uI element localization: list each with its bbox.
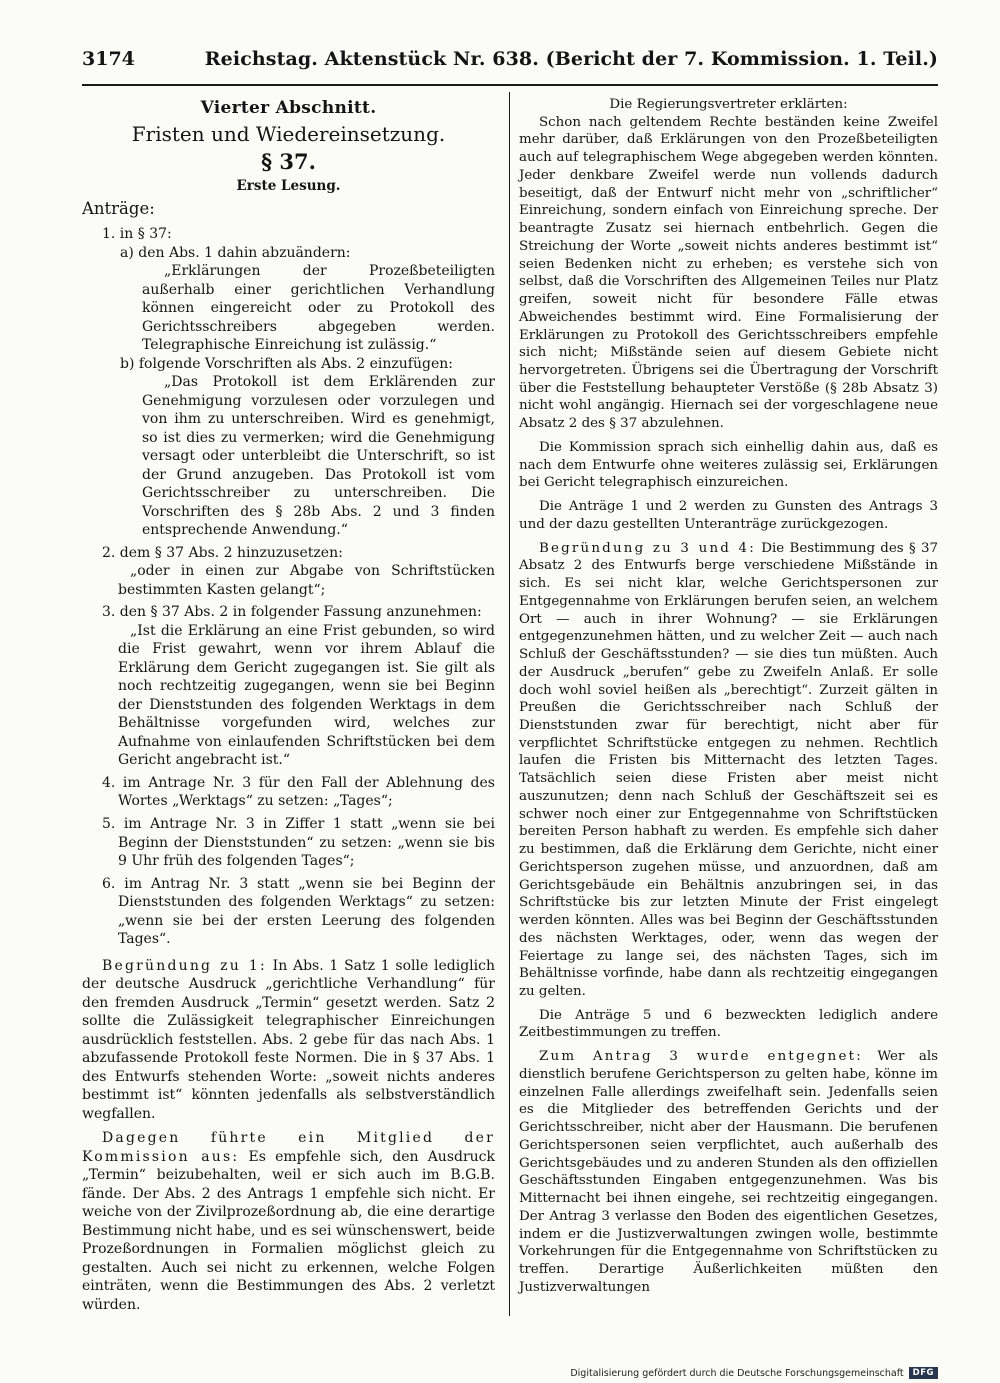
page-number: 3174: [82, 48, 135, 70]
digitization-credit: Digitalisierung gefördert durch die Deutsche Forschungsgemeinschaft: [570, 1367, 904, 1379]
paragraph-lead: Begründung zu 3 und 4:: [539, 540, 756, 556]
motion-1b-quote: „Das Protokoll ist dem Erklärenden zur Genehmigung vorzulesen oder vorzulegen und von ihm zu unterschreiben. Wird es genehmigt, so ist dies zu vermerken; wird die Genehmigung versagt oder unterbleibt die Unterschrift, so ist der Grund anzugeben. Das Protokoll ist vom Gerichtsschreiber zu unterschreiben. Die Vorschriften des § 28b Abs. 2 und 3 finden entsprechende Anwendung.“: [142, 374, 495, 539]
motion-2-quote: „oder in einen zur Abgabe von Schriftstücken bestimmten Kasten gelangt“;: [118, 563, 495, 598]
government-statement: Schon nach geltendem Rechte beständen keine Zweifel mehr darüber, daß Erklärungen von den Prozeßbeteiligten auch auf telegraphischem Wege abgegeben werden könnten. Jeder denkbare Zweifel werde nun vollends dadurch beseitigt, daß der Entwurf nicht mehr von „schriftlicher“ Einreichung, sondern einfach von Einreichung spreche. Der beantragte Zusatz sei hiernach entbehrlich. Gegen die Streichung der Worte „soweit nichts anderes bestimmt ist“ seien Bedenken nicht zu erheben; es verstehe sich von selbst, daß die Vorschriften des Allgemeinen Teiles nur Platz greifen, soweit nicht für besondere Fälle etwas Abweichendes bestimmt wird. Eine Formalisierung der Erklärungen zu Protokoll des Gerichtsschreibers empfehle sich nicht; Mißstände seien auf diesem Gebiete nicht hervorgetreten. Übrigens sei die Übertragung der Vorschrift über die Feststellung behaupteter Verstöße (§ 28b Absatz 3) nicht wohl angängig. Hiernach sei der vorgeschlagene neue Absatz 2 des § 37 abzulehnen.: [519, 114, 938, 432]
motion-3: 3. den § 37 Abs. 2 in folgender Fassung anzunehmen:: [102, 604, 482, 621]
paragraph-justification-3-4: [519, 540, 938, 1001]
page-header: [82, 48, 938, 78]
column-divider: [509, 92, 510, 1316]
motions-5-6-note: Die Anträge 5 und 6 bezweckten lediglich andere Zeitbestimmungen zu treffen.: [519, 1007, 938, 1041]
government-statement-lead: Die Regierungsvertreter erklärten:: [609, 97, 848, 112]
motions-label: Anträge:: [82, 199, 155, 218]
paragraph-reply-motion-3: [519, 1048, 938, 1296]
paragraph-lead: Begründung zu 1:: [102, 957, 267, 974]
reading-label: Erste Lesung.: [236, 178, 341, 194]
right-column: [519, 96, 938, 1296]
motion-1: 1. in § 37:: [102, 226, 172, 242]
motion-6: 6. im Antrag Nr. 3 statt „wenn sie bei Beginn der Dienststunden des folgenden Werktags“ zu setzen: „wenn sie bei der ersten Leerung des folgenden Tages“.: [102, 875, 495, 948]
paragraph-lead: Dagegen führte ein Mitglied der Kommission aus:: [82, 1130, 495, 1165]
commission-decision: Die Kommission sprach sich einhellig dahin aus, daß es nach dem Entwurfe ohne weiteres zulässig sei, Erklärungen bei Gericht telegraphisch einzureichen.: [519, 439, 938, 491]
paragraph-justification-1: [82, 957, 495, 1124]
paragraph-lead: Zum Antrag 3 wurde entgegnet:: [539, 1049, 863, 1065]
motions-withdrawn: Die Anträge 1 und 2 werden zu Gunsten des Antrags 3 und der dazu gestellten Unteranträge zurückgezogen.: [519, 499, 938, 532]
dfg-logo: DFG: [909, 1367, 938, 1379]
paragraph-text: Wer als dienstlich berufene Gerichtsperson zu gelten habe, könne im einzelnen Falle allerdings zweifelhaft sein. Jedenfalls seien es die Mitglieder des betreffenden Gerichts und der Gerichtsschreiber, nicht aber der Hausmann. Die berufenen Gerichtspersonen seien verpflichtet, auch außerhalb des Gerichtsgebäudes und zu anderen Stunden als den offiziellen Geschäftsstunden Eingaben entgegenzunehmen. Was bis Mitternacht bei ihnen eingehe, sei rechtzeitig eingegangen. Der Antrag 3 verlasse den Boden des eigentlichen Gesetzes, indem er die Justizverwaltungen zwingen wolle, bestimmte Vorkehrungen für die Entgegennahme von Schriftstücken zu treffen. Derartige Äußerlichkeiten müßten den Justizverwaltungen: [519, 1049, 938, 1295]
paragraph-number: § 37.: [261, 149, 316, 174]
motion-4: 4. im Antrage Nr. 3 für den Fall der Ablehnung des Wortes „Werktags“ zu setzen: „Tages“;: [102, 774, 495, 810]
paragraph-member-objection: [82, 1129, 495, 1314]
left-column: [82, 96, 495, 1314]
section-subtitle: Fristen und Wiedereinsetzung.: [131, 122, 446, 146]
header-rule: [82, 84, 938, 86]
running-title: Reichstag. Aktenstück Nr. 638. (Bericht der 7. Kommission. 1. Teil.): [204, 48, 938, 70]
section-title: Vierter Abschnitt.: [200, 98, 377, 118]
motion-5: 5. im Antrage Nr. 3 in Ziffer 1 statt „wenn sie bei Beginn der Dienststunden“ zu setzen: „wenn sie bis 9 Uhr früh des folgenden Tages“;: [102, 815, 495, 870]
motion-2: 2. dem § 37 Abs. 2 hinzuzusetzen:: [102, 544, 343, 561]
motion-1a-quote: „Erklärungen der Prozeßbeteiligten außerhalb einer gerichtlichen Verhandlung können eingereicht oder zu Protokoll des Gerichtsschreibers abgegeben werden. Telegraphische Einreichung ist zulässig.“: [142, 263, 495, 354]
paragraph-text: Es empfehle sich, den Ausdruck „Termin“ beizubehalten, weil er sich auch im B.G.B. fände. Der Abs. 2 des Antrags 1 empfehle sich nicht. Er weiche von der Zivilprozeßordnung ab, die eine derartige Bestimmung nicht habe, und es sei wünschenswert, beide Prozeßordnungen in Formalien möglichst gleich zu gestalten. Auch sei nicht zu erkennen, welche Folgen einträten, wenn die Bestimmungen des Abs. 2 verletzt würden.: [82, 1148, 495, 1313]
paragraph-text: Die Bestimmung des § 37 Absatz 2 des Entwurfs berge verschiedene Mißstände in sich. Es sei nicht klar, welche Gerichtspersonen zur Entgegennahme von Erklärungen berufen seien, an welchem Ort — auch in ihrer Wohnung? — sie Erklärungen entgegenzunehmen hätten, und zu welcher Zeit — auch nach Schluß der Geschäftsstunden? — sie dies tun müßten. Auch der Ausdruck „berufen“ gebe zu Zweifeln Anlaß. Er solle doch wohl soviel heißen als „berechtigt“. Zurzeit gälten in Preußen die Gerichtsschreiber nach Schluß der Dienststunden zwar für berechtigt, nicht aber für verpflichtet Schriftstücke entgegen zu nehmen. Rechtlich laufen die Fristen bis Mitternacht des letzten Tages. Tatsächlich seien diese Fristen aber meist nicht auszunutzen; denn nach Schluß der Geschäftszeit sei es schwer noch einer zur Entgegennahme von Schriftstücken bereiten Person habhaft zu werden. Es empfehle sich daher zu bestimmen, daß die Erklärung dem Gerichte, nicht einer Gerichtsperson zugehen müsse, und anzuordnen, daß am Gerichtsgebäude ein Behältnis anzubringen sei, in das Schriftstücke bis zur letzten Minute der Frist eingelegt werden könnten. Alles was bei Beginn der Geschäftsstunden des nächsten Werktages, oder, wenn das wegen der Feiertage zu lange sei, des nächsten Tages, sich im Behältnisse vorfinde, habe dann als rechtzeitig eingegangen zu gelten.: [519, 540, 938, 999]
paragraph-text: In Abs. 1 Satz 1 solle lediglich der deutsche Ausdruck „gerichtliche Verhandlung“ für den fremden Ausdruck „Termin“ gesetzt werden. Satz 2 sollte die Zulässigkeit telegraphischer Einreichungen ausdrücklich feststellen. Abs. 2 gebe für das nach Abs. 1 abzufassende Protokoll feste Normen. Die in § 37 Abs. 1 des Entwurfs stehenden Worte: „soweit nichts anderes bestimmt ist“ könnten jedenfalls als selbstverständlich wegfallen.: [82, 957, 495, 1122]
digitization-footer: [570, 1366, 938, 1380]
motion-3-quote: „Ist die Erklärung an eine Frist gebunden, so wird die Frist gewahrt, wenn vor ihrem Ablauf die Erklärung dem Gericht zugegangen ist. Sie gilt als noch rechtzeitig zugegangen, wenn sie bei Beginn der Dienststunden des folgenden Werktags in dem Behältnisse vorgefunden wird, welches zur Aufnahme von einlaufenden Schriftstücken bei dem Gericht angebracht ist.“: [118, 622, 495, 769]
motion-1b: b) folgende Vorschriften als Abs. 2 einzufügen:: [120, 355, 453, 372]
motion-1a: a) den Abs. 1 dahin abzuändern:: [120, 244, 351, 261]
